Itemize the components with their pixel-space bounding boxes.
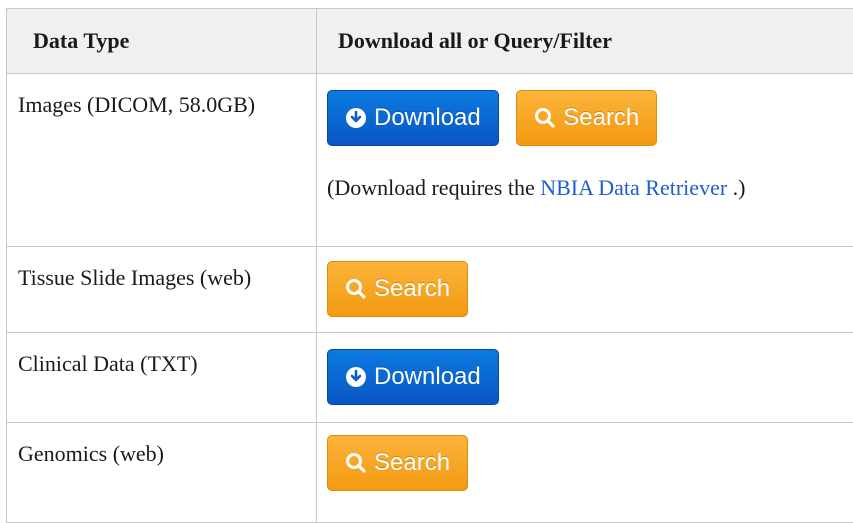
row-label: Images (DICOM, 58.0GB) xyxy=(7,74,316,118)
row-actions-cell xyxy=(317,74,853,247)
search-button-label: Search xyxy=(374,449,450,477)
table-row-images xyxy=(7,74,853,247)
download-button-label: Download xyxy=(374,104,481,132)
search-button-images[interactable] xyxy=(516,90,657,146)
row-label-cell xyxy=(7,74,317,247)
download-button-label: Download xyxy=(374,363,481,391)
search-button-label: Search xyxy=(563,104,639,132)
search-icon xyxy=(534,107,556,129)
data-access-table xyxy=(6,8,853,523)
table-row-clinical-data xyxy=(7,333,853,423)
header-download-query: Download all or Query/Filter xyxy=(317,9,853,74)
row-label: Tissue Slide Images (web) xyxy=(7,247,316,291)
search-button-label: Search xyxy=(374,275,450,303)
download-icon xyxy=(345,107,367,129)
row-label: Clinical Data (TXT) xyxy=(7,333,316,377)
search-icon xyxy=(345,278,367,300)
row-label: Genomics (web) xyxy=(7,423,316,467)
row-actions-cell xyxy=(317,333,853,423)
row-label-cell xyxy=(7,247,317,333)
download-button-images[interactable] xyxy=(327,90,499,146)
header-data-type: Data Type xyxy=(7,9,317,74)
table-header-row xyxy=(7,9,853,74)
search-button-tissue-slides[interactable] xyxy=(327,261,468,317)
retriever-note: (Download requires the NBIA Data Retriever .) xyxy=(327,175,853,201)
table-row-tissue-slides xyxy=(7,247,853,333)
download-icon xyxy=(345,366,367,388)
nbia-data-retriever-link[interactable]: NBIA Data Retriever xyxy=(540,175,727,200)
download-button-clinical[interactable] xyxy=(327,349,499,405)
search-icon xyxy=(345,452,367,474)
row-actions-cell xyxy=(317,247,853,333)
search-button-genomics[interactable] xyxy=(327,435,468,491)
row-label-cell xyxy=(7,333,317,423)
